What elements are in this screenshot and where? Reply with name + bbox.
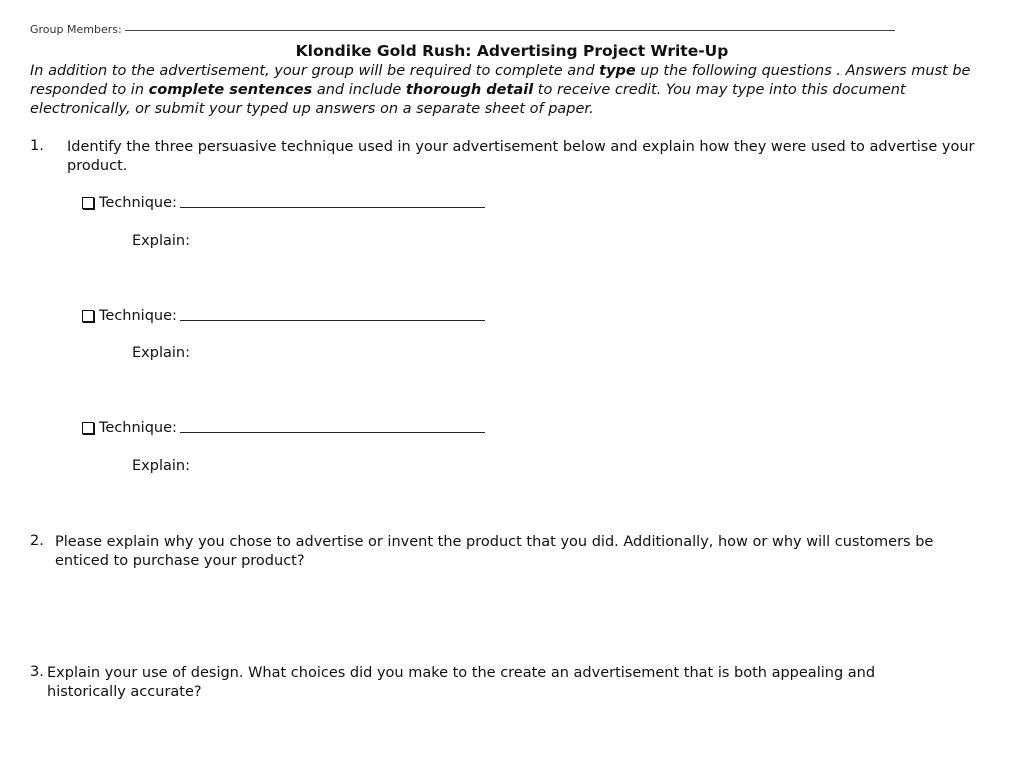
technique-3-blank[interactable] (180, 432, 485, 433)
intro-text-4: to receive credit. You may type into this document electronically, or submit your typed up answers on a separate sheet of paper. (30, 82, 906, 117)
technique-2-row (82, 308, 485, 324)
technique-1-blank[interactable] (180, 207, 485, 208)
technique-3-row (82, 420, 485, 436)
instructions-paragraph (30, 62, 995, 119)
checkbox-icon[interactable] (82, 197, 94, 209)
intro-emphasis-complete-sentences: complete sentences (148, 82, 313, 98)
intro-text-2: up the following questions . Answers must be responded to in (30, 63, 971, 98)
intro-emphasis-type: type (599, 63, 636, 79)
technique-2-label: Technique: (99, 308, 177, 324)
question-1-text: Identify the three persuasive technique used in your advertisement below and explain how they were used to advertise your product. (67, 139, 975, 174)
document-title: Klondike Gold Rush: Advertising Project Write-Up (295, 42, 729, 60)
group-members-label: Group Members: (30, 23, 122, 36)
group-members-blank[interactable] (125, 30, 895, 31)
explain-1-label: Explain: (132, 233, 190, 249)
question-2-number: 2. (30, 533, 44, 549)
technique-1-label: Technique: (99, 195, 177, 211)
group-members-line (30, 23, 895, 36)
technique-2-blank[interactable] (180, 320, 485, 321)
technique-1-row (82, 195, 485, 211)
question-3-text: Explain your use of design. What choices did you make to the create an advertisement that is both appealing and historically accurate? (47, 665, 876, 700)
intro-emphasis-thorough-detail: thorough detail (405, 82, 534, 98)
checkbox-icon[interactable] (82, 422, 94, 434)
technique-3-label: Technique: (99, 420, 177, 436)
question-3-number: 3. (30, 664, 44, 680)
explain-3-label: Explain: (132, 458, 190, 474)
question-1-number: 1. (30, 138, 44, 154)
question-2-text: Please explain why you chose to advertise or invent the product that you did. Additionally, how or why will customers be enticed to purchase your product? (55, 534, 934, 569)
explain-2-label: Explain: (132, 345, 190, 361)
checkbox-icon[interactable] (82, 310, 94, 322)
intro-text-1: In addition to the advertisement, your group will be required to complete and (30, 63, 600, 79)
intro-text-3: and include (312, 82, 406, 98)
